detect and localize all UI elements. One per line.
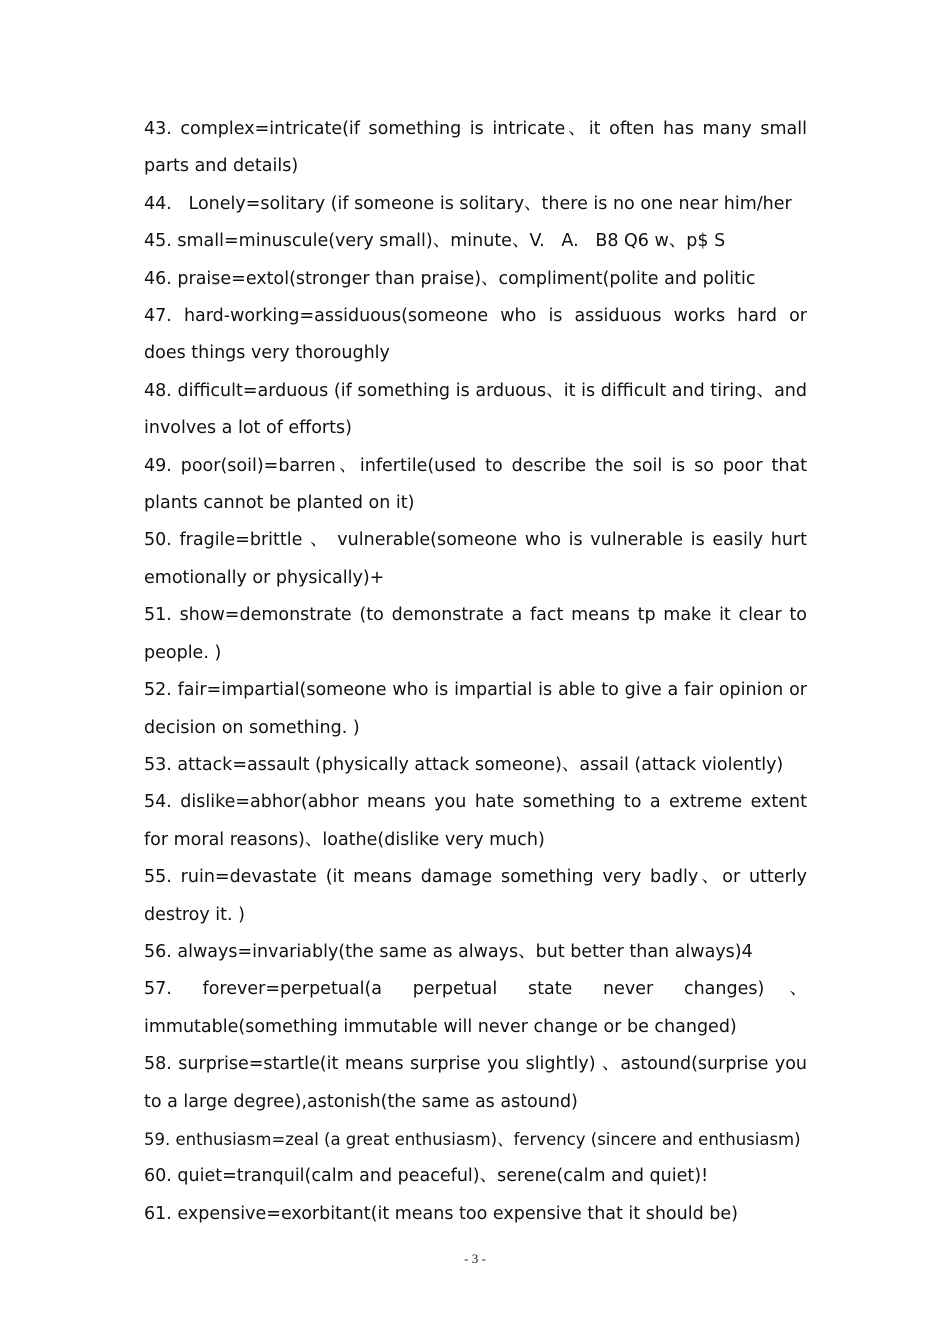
entry-45: 45. small=minuscule(very small)、minute、V. A. B8 Q6 w、p$ S [144,231,726,252]
entry-46: 46. praise=extol(stronger than praise)、compliment(polite and politic [144,268,756,289]
entry-47: 47. hard-working=assiduous(someone who is assiduous works hard or does things very thoroughly [144,306,807,364]
page-number: - 3 - [464,1251,486,1266]
entry-58: 58. surprise=startle(it means surprise you slightly) 、astound(surprise you to a large degree),astonish(the same as astound) [144,1054,807,1112]
entry-52: 52. fair=impartial(someone who is impartial is able to give a fair opinion or decision on something. ) [144,680,807,738]
entry-56: 56. always=invariably(the same as always、but better than always)4 [144,941,753,962]
entry-44: 44. Lonely=solitary (if someone is solitary、there is no one near him/her [144,193,792,214]
entry-57: 57. forever=perpetual(a perpetual state never changes)、immutable(something immutable will never change or be changed) [144,979,807,1037]
entry-50: 50. fragile=brittle 、 vulnerable(someone who is vulnerable is easily hurt emotionally or physically)+ [144,530,807,588]
entry-53: 53. attack=assault (physically attack someone)、assail (attack violently) [144,754,784,775]
vocabulary-list [144,111,807,1233]
entry-60: 60. quiet=tranquil(calm and peaceful)、serene(calm and quiet)! [144,1166,709,1187]
entry-55: 55. ruin=devastate (it means damage something very badly、or utterly destroy it. ) [144,867,807,925]
entry-59: 59. enthusiasm=zeal (a great enthusiasm)、fervency (sincere and enthusiasm) [144,1129,801,1149]
entry-61: 61. expensive=exorbitant(it means too expensive that it should be) [144,1203,738,1224]
entry-48: 48. difficult=arduous (if something is arduous、it is difficult and tiring、and involves a lot of efforts) [144,380,807,439]
entry-49: 49. poor(soil)=barren、infertile(used to describe the soil is so poor that plants cannot be planted on it) [144,455,807,514]
entry-43: 43. complex=intricate(if something is intricate、it often has many small parts and details) [144,119,807,177]
entry-54: 54. dislike=abhor(abhor means you hate something to a extreme extent for moral reasons)、loathe(dislike very much) [144,792,807,850]
entry-51: 51. show=demonstrate (to demonstrate a fact means tp make it clear to people. ) [144,605,807,663]
